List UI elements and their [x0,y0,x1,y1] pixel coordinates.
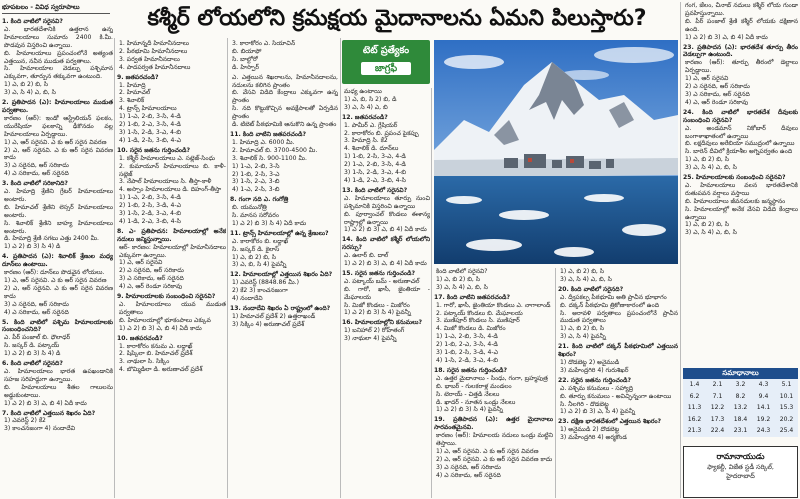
option-line: 2) ఎ సరైనది, ఆర్ సరికాదు [685,83,750,91]
question-text: 18. సరైన జతను గుర్తించండి? [434,366,508,374]
option-line: బి. హిమాలయాలు శీతల గాలులను అడ్డుకుంటాయి. [4,383,113,399]
option-line: బి. దక్కన్ పీఠభూమి త్రికోణాకారంలో ఉంది [560,301,660,309]
option-line: సి. జస్కర్ డి. కైలాస్ [232,245,280,253]
question-text: 25. హిమాలయాలకు సంబంధించి సరైనవి? [683,174,786,182]
answer-cell: 5.1 [781,381,792,388]
answer-cell: 15.3 [779,404,794,411]
option-line: 1) ఎవరెస్ట్ 2) కే2 [4,417,46,425]
option-line: 2. హిమాచల్ [119,89,151,97]
option-line: 1) ఎ, బి 2) బి, సి [436,275,481,283]
question-text: 7. కింది వాటిలో ఎత్తయిన శిఖరం ఏది? [2,409,96,417]
option-line: 4) 1-డి, 2-ఎ, 3-బి, 4-సి [344,176,406,184]
option-line: ఎ. ఎత్తయిన శిఖరాలను, హిమానీనదాలను, నదులను కలిగిన ప్రాంతం [232,73,338,89]
text-column-6 [558,268,678,498]
option-line: 2. పట్కాయ్ కొండలు బి. మేఘాలయ [436,309,523,317]
option-line: 2) 1-ఎ, 2-బి, 3-సి, 4-డి [344,161,406,169]
option-line: 3. పర్వత హిమానీనదాలు [119,55,180,63]
option-line: ఎ. హిమాలయాలు వలన భారతదేశానికి రుతుపవన వర్షాలు వస్తాయి [685,181,798,197]
question-item [683,174,798,237]
option-line: 1) ఎ 2) బి 3) సి 4) పైవన్నీ [344,309,411,317]
option-line: బి. పూర్వాంచల్ కొండలు ఈశాన్య రాష్ట్రాల్లో ఉన్నాయి [344,210,430,226]
question-text: 6. కింది వాటిలో సరైనది? [2,360,63,368]
option-line: 4) 1-డి, 2-సి, 3-బి, 4-ఎ [119,136,181,144]
option-line: డి. టిబెట్ పీఠభూమికి ఆనుకొని ఉన్న ప్రాంతం [232,121,337,129]
option-line: 1) ఎ 2) బి 3) ఎ, బి 4) ఏదీ కాదు [344,260,427,268]
question-item [558,268,678,284]
option-line: 3) 1-బి, 2-సి, 3-డి, 4-ఎ [436,349,498,357]
option-line: బి. భాబర్ - గులకరాళ్ల మండలం [436,382,512,390]
option-line: 1) ఎ 2) బి 3) ఎ, సి 4) పైవన్నీ [560,408,636,416]
option-line: 3) 1-సి, 2-డి, 3-ఎ, 4-బి [344,169,406,177]
question-item [683,44,798,107]
author-affiliation: ఫ్యాకల్టీ, విజేత స్టడీ సర్కిల్, [707,463,774,471]
answers-title: సమాధానాలు [683,368,798,379]
option-line: బి. హిమాలయాలు జీవనదులకు జన్మస్థానం [685,197,786,205]
option-line: 2) 1-బి, 2-ఎ, 3-సి, 4-డి [436,341,498,349]
option-line: 1. పామీర్ ఎ. గ్లేషియర్ [344,121,398,129]
option-line: సి. హిమాలయాల వెడల్పు పశ్చిమాన ఎక్కువగా, తూర్పున తక్కువగా ఉంటుంది. [4,65,113,81]
question-item [230,40,338,72]
option-line: 2) 1-బి, 2-ఎ, 3-సి, 4-డి [119,121,181,129]
option-line: 3. కారాకోరం ఎ. సియాచిన్ [232,40,296,47]
answer-cell: 6.2 [689,392,700,400]
answer-cell: 2.1 [712,381,723,388]
option-line: 1) ఎ 2) బి 3) సి 4) డి [4,350,61,358]
answer-cell: 4.3 [758,381,769,388]
tet-box-title: టెట్ ప్రత్యేకం [362,45,410,56]
question-item [2,410,113,434]
tet-box-subject: జాగ్రఫీ [361,62,411,75]
option-line: 1) 1-ఎ, 2-బి, 3-సి, 4-డి [119,194,181,202]
option-line: 3) ఎ, సి 4) ఎ, బి, సి [685,229,737,237]
text-column-2 [117,40,226,498]
text-column-5 [434,268,553,498]
option-line: 3. నేపాల్ హిమాలయాలు సి. తీస్తా-కాళీ [119,178,212,186]
option-line: సి. అరావళి పర్వతాలు ప్రపంచంలోనే ప్రాచీన ముడుత పర్వతాలు [560,309,678,325]
option-line: మధ్య ఉంటాయి [344,88,382,95]
question-item [434,268,553,292]
question-text: 19. ప్రతిపాదన (ఎ): ఉత్తర మైదానాలు సారవంతమైనవి. [434,416,553,432]
option-line: సి. నీలగిరి - దొడబెట్ట [560,400,609,408]
option-line: బి. హిమాచల్ శ్రేణిని లెస్సర్ హిమాలయాలు అంటారు. [4,203,113,219]
option-line: 3) మహేంద్రగిరి 4) గురుశిఖర్ [560,366,629,374]
question-item [117,40,226,72]
answer-cell: 22.4 [710,427,725,434]
column-divider [680,2,681,498]
option-line: 4. మిజో కొండలు డి. మిజోరం [436,325,506,333]
option-line: 4. శివాలిక్ డి. దూన్‌లు [344,145,399,153]
answers-row [683,414,798,426]
column-divider [431,88,432,498]
question-item [230,230,338,270]
column-divider [340,38,341,498]
option-line: 1) 1-ఎ, 2-బి, 3-సి, 4-డి [119,113,181,121]
option-line: ఎ. పశ్చిమ కనుమలు - సహ్యాద్రి [560,384,634,392]
option-line: గంగ, జేలం, చీనాబ్ నదులు కశ్మీర్ లోయ గుండా ప్రవహిస్తున్నాయి. [685,2,798,17]
option-line: 1) ఎ, ఆర్ సరైనవి [685,75,729,83]
option-line: 1) ఎ 2) బి 3) ఎ, బి 4) ఏదీ కాదు [685,33,768,41]
question-text: 8. గంగా నది ఎ. గంగోత్రి [230,196,289,204]
option-line: సి. టెరాయ్ - చిత్తడి నేలలు [436,390,500,398]
option-line: 2. కారాకోరం బి. ప్రపంచ పైకప్పు [344,129,419,137]
option-line: 2) 1-బి, 2-సి, 3-డి, 4-ఎ [119,202,181,210]
question-item [230,305,338,329]
answer-cell: 24.3 [756,427,771,434]
text-column-3 [230,40,338,498]
question-item [683,109,798,172]
question-item [342,114,430,185]
answers-row [683,402,798,414]
option-line: 1) ఎ, బి 2) బి, సి [560,325,605,333]
option-line: 1) ఎ 2) బి 3) సి 4) పైవన్నీ [436,406,503,414]
option-line: 2) 1-బి, 2-సి, 3-ఎ [232,170,280,178]
answer-cell: 19.2 [756,415,771,423]
option-line: ఎ. ఉలార్ బి. దాల్ [344,252,389,260]
option-line: 1. హిమాద్రి ఎ. 6000 మీ. [232,138,295,146]
option-line: 3) 1-సి, 2-డి, 3-ఎ, 4-బి [119,128,181,136]
text-column-1 [2,18,113,498]
option-line: కింది వాటిలో సరైనవి? [436,268,488,275]
option-line: 1) ఎ, ఆర్ సరైనవి. ఎ కు ఆర్ సరైన వివరణ [436,447,539,455]
question-text: 2. ప్రతిపాదన (ఎ): హిమాలయాలు ముడుత పర్వతాలు. [2,99,113,114]
option-line: ఎ. హిమాద్రి శ్రేణిని గ్రేటర్ హిమాలయాలు అంటారు. [4,188,113,203]
option-line: ఎ. పట్కాయ్ బమ్ - అరుణాచల్ [344,277,420,285]
question-text: 21. కింది వాటిలో దక్కన్ పీఠభూమిలో ఎత్తయిన శిఖరం? [558,343,678,359]
option-line: 2) ఎ సరైనది, ఆర్ సరికాదు [119,267,184,275]
option-line: కారణం (ఆర్): హిమాలయ నదులు ఒండ్రు మట్టిని తెస్తాయి. [436,432,553,448]
option-line: 4) నందాదేవి [232,295,263,303]
author-city: హైదరాబాద్ [726,472,755,480]
answer-cell: 11.3 [687,404,702,411]
answers-table [683,379,798,437]
question-item [230,131,338,194]
option-line: 2) కే2 3) కాంచనజంగా [232,287,288,295]
option-line: ఆర్- కారణం: హిమాలయాల్లో హిమానీనదాలు ఎక్కువగా ఉన్నాయి. [119,243,226,259]
tet-special-box [342,40,430,84]
question-item [117,293,226,333]
answers-row [683,425,798,437]
question-text: 15. సరైన జతను గుర్తించండి? [342,269,416,277]
option-line: 1) దొడబెట్ట 2) అనైముడి [560,358,620,366]
option-line: 4) ఎ, ఆర్ రెండూ సరికావు [685,98,749,106]
option-line: 3) 1-సి, 2-డి, 3-ఎ, 4-బి [119,210,181,218]
option-line: 3) ఎ సరైనది, ఆర్ సరికాదు [4,300,69,308]
option-line: 4. ట్రాన్స్ హిమాలయాలు [119,105,177,113]
column-divider [114,38,115,498]
option-line: 4) ఎ, ఆర్ రెండూ సరికావు [119,283,183,291]
answer-cell: 7.1 [712,392,723,400]
option-line: 3. శివాలిక్ [119,97,145,105]
option-line: 1) ఎవరెస్ట్ (8848.86 మీ.) [232,279,299,287]
option-line: 3) కాంచనజంగా 4) నందాదేవి [4,425,76,433]
question-text: 4. ప్రతిపాదన (ఎ): శివాలిక్ శ్రేణుల మధ్య దూన్‌లు ఉంటాయి. [2,253,113,269]
question-item [230,271,338,303]
option-line: 1) బనిహాల్ 2) రోహ్‌తంగ్ [344,327,405,335]
option-line: బి. గారో, ఖాసీ, జైంతియా - మేఘాలయ [344,285,430,301]
option-line: ఎ. హిమాలయాలు భారత ఉపఖండానికి సహజ సరిహద్దుగా ఉన్నాయి. [4,367,113,383]
option-line: ఎ. పీర్ పంజాల్ బి. ధౌలాధర్ [4,334,71,342]
option-line: 4) 1-సి, 2-డి, 3-ఎ, 4-బి [436,356,498,364]
landscape-image [434,40,678,264]
question-item [558,343,678,375]
option-line: 3) ఎ, బి, సి 4) పైవన్నీ [232,261,287,269]
option-line: 3) ఎ సరైనది, ఆర్ సరికాదు [436,463,501,471]
question-item [117,147,226,226]
author-name: రామానాయుడు [716,452,765,461]
option-line: 3) ఎ, సి 4) పైవన్నీ [560,333,606,341]
option-line: 3) ఎ, సి 4) ఎ, బి [344,103,388,111]
answer-cell: 23.1 [733,427,748,434]
question-text: 13. నందాదేవి శిఖరం ఏ రాష్ట్రంలో ఉంది? [230,305,331,312]
question-item [342,270,430,317]
option-line: 3) 1-సి, 2-ఎ, 3-బి [232,178,280,186]
question-item [434,367,553,414]
answer-cell: 10.1 [779,392,794,400]
question-text: 23. ప్రతిపాదన (ఎ): భారతదేశ తూర్పు తీరం వెడల్పుగా ఉంటుంది. [683,43,798,59]
option-line: 3) ఎ, సి 4) ఎ, బి, సి [436,283,488,291]
option-line: 3) ఎ, సి 4) ఎ, బి, సి [685,164,737,172]
option-line: 1. గారో, ఖాసీ, జైంతియా కొండలు ఎ. నాగాలాండ్ [436,301,551,309]
answer-cell: 20.2 [779,415,794,423]
option-line: బి. పీర్ పంజాల్ శ్రేణి కశ్మీర్ లోయకు దక్షిణాన ఉంది. [685,17,798,33]
option-line: ఎ. హిమాలయాలు యువ ముడుత పర్వతాలు [119,301,226,316]
option-line: 1) హిమాచల్ ప్రదేశ్ 2) ఉత్తరాఖండ్ [232,312,316,320]
question-item [683,2,798,42]
option-line: 3) నాథులా 4) పైవన్నీ [344,335,397,343]
option-line: 1) 1-బి, 2-సి, 3-ఎ, 4-డి [344,153,406,161]
option-line: ఎ. కారాకోరం బి. లద్దాఖ్ [232,237,289,245]
option-line: 1. కారాకోరం కనుమ ఎ. లద్దాఖ్ [119,342,193,350]
option-line: కారణం (ఆర్): దూన్‌లు పొడవైన లోయలు. [4,269,105,277]
question-text: 11. కింది వాటిని జతపరచండి? [230,130,307,138]
question-item [434,416,553,479]
option-line: 1) ఎ, బి 2) బి, సి [685,156,730,164]
question-item [2,180,113,251]
question-item [2,319,113,359]
question-text: 17. కింది వాటిని జతపరచండి? [434,293,511,301]
option-line: 4. పాదపర్వత హిమానీనదాలు [119,63,191,71]
option-line: 2. షిప్కిలా బి. హిమాచల్ ప్రదేశ్ [119,350,193,358]
question-item [558,377,678,417]
option-line: 3) ఎ, సి 4) ఎ, బి, సి [4,89,56,97]
option-line: 4) ఎ సరికాదు, ఆర్ సరైనది [4,170,69,178]
option-line: 1. హిమాన్నదీ హిమానీనదాలు [119,40,190,47]
column-divider [227,38,228,498]
answers-row [683,391,798,403]
author-box [683,446,798,498]
option-line: 1) ఎ, బి 2) బి, సి [685,221,730,229]
question-text: 3. కింది వాటిలో సరికానిది? [2,180,68,188]
option-line: 1) ఎ, ఆర్ సరైనవి. ఎ కు ఆర్ సరైన వివరణ [4,277,107,284]
option-line: 4) ఎ సరికాదు, ఆర్ సరైనది [436,471,501,479]
option-line: 2) ఎ, ఆర్ సరైనవి. ఎ కు ఆర్ సరైన వివరణ కాదు [4,284,113,300]
option-line: 2. కుమాయూన్ హిమాలయాలు బి. కాళీ-సట్లెజ్ [119,162,226,178]
text-column-7 [683,2,798,364]
option-line: 2. పీఠభూమి హిమానీనదాలు [119,47,188,55]
answer-cell: 13.2 [733,404,748,411]
option-line: 3. నాథులా సి. సిక్కిం [119,358,170,366]
option-line: 4. అస్సాం హిమాలయాలు డి. దిహంగ్-తీస్తా [119,186,222,194]
option-line: సి. మిజో కొండలు - మిజోరం [344,301,410,309]
option-line: బి. హిమాలయాల్లో భూకంపాలు ఎక్కువ [119,316,211,324]
question-text: 13. కింది వాటిలో సరైనవి? [342,186,408,194]
option-line: 1) ఎ 2) బి 3) సి 4) డి [4,243,61,251]
section-label: భూపటలం - వివిధ స్వరూపాలు [2,1,110,14]
option-line: ఎ. ఉత్తర మైదానాలు - సింధు, గంగా, బ్రహ్మపుత్ర [436,374,548,382]
question-item [342,236,430,268]
option-line: 3) సిక్కిం 4) అరుణాచల్ ప్రదేశ్ [232,320,305,328]
option-line: బి. బియాఫో [232,47,262,55]
option-line: 1) ఎ 2) బి 3) ఎ, బి 4) ఏదీ కాదు [344,226,427,234]
question-item [434,294,553,365]
option-line: ఎ. అండమాన్ నికోబార్ దీవులు బంగాళాఖాతంలో ఉన్నాయి [685,124,798,140]
option-line: 1) ఎ, బి 2) బి, సి [560,268,605,275]
answer-cell: 17.3 [710,415,725,423]
question-text: 14. కింది వాటిలో కశ్మీర్ లోయలోని సరస్సు? [342,236,430,252]
option-line: 1) ఎ, బి 2) బి, సి [4,81,49,89]
answer-cell: 1.4 [689,381,700,388]
question-text: 5. కింది వాటిలో పశ్చిమ హిమాలయాలకు సంబంధించనిది? [2,318,113,334]
question-text: 10. సరైన జతను గుర్తించండి? [117,146,191,154]
option-line: 3) ఎ సరైనది, ఆర్ సరికాదు [4,162,69,170]
option-line: బి. యమునోత్రి [232,204,267,212]
option-line: 1) ఎ, ఆర్ సరైనవి. ఎ కు ఆర్ సరైన వివరణ [4,138,107,146]
question-item [342,319,430,343]
option-line: బి. హిమాలయాలు ప్రపంచంలోనే అత్యంత ఎత్తయిన, నవీన ముడుత పర్వతాలు. [4,49,113,65]
question-text: 11. ట్రాన్స్ హిమాలయాల్లో ఉన్న శ్రేణులు? [230,229,329,237]
question-text: 1. కింది వాటిలో సరైనవి? [2,18,63,25]
option-line: 4. బొమ్మిడిలా డి. అరుణాచల్ ప్రదేశ్ [119,366,203,374]
question-text: 16. హిమాలయాల్లోని కనుమలు? [342,319,423,327]
question-item [342,88,430,112]
option-line: 1) అనైముడి 2) దొడబెట్ట [560,426,620,434]
option-line: 3. శివాలిక్ సి. 900-1100 మీ. [232,154,307,162]
question-item [2,18,113,97]
answer-cell: 8.2 [735,392,746,400]
option-line: డి. హిస్పార్ [232,63,259,71]
question-item [2,360,113,407]
option-line: 1) ఎ, ఆర్ సరైనవి [119,259,163,267]
answers-row [683,379,798,391]
answers-table-box [683,368,798,442]
option-line: కారణం (ఆర్): తూర్పు తీరంలో డెల్టాలు ఏర్పడ్డాయి. [685,59,798,75]
text-column-4 [342,88,430,498]
option-line: 1) ఎ 2) బి 3) ఎ, బి 4) ఏదీ కాదు [119,324,202,332]
option-line: 1. కశ్మీర్ హిమాలయాలు ఎ. సట్లెజ్-సింధు [119,154,216,162]
question-item [230,74,338,129]
answer-cell: 9.4 [758,392,769,400]
option-line: బి. వేసవి విడిది కేంద్రాలు ఎక్కువగా ఉన్న ప్రాంతం [232,89,338,105]
question-text: 24. కింది వాటిలో భారతదేశ దీవులకు సంబంధించి సరైనవి? [683,108,798,124]
question-text: 23. దక్షిణ భారతదేశంలో ఎత్తయిన శిఖరం? [558,418,662,426]
option-line: 4) 1-డి, 2-ఎ, 3-బి, 4-సి [119,217,181,225]
option-line: బి. లక్షదీవులు అరేబియా సముద్రంలో ఉన్నాయి [685,140,795,148]
option-line: 1. హిమాద్రి [119,81,146,89]
option-line: ఎ. హిమాలయాలు తూర్పు నుంచి పశ్చిమానికి విస్తరించి ఉన్నాయి [344,194,430,210]
option-line: 2) ఎ, ఆర్ సరైనవి. ఎ కు ఆర్ సరైన వివరణ కాదు [4,146,113,162]
question-item [230,196,338,228]
option-line: కారణం (ఆర్): ఇండో ఆస్ట్రేలియన్ ఫలకం, యురేషియా ఫలకాన్ని ఢీకొనడం వల్ల హిమాలయాలు ఏర్పడ్డాయి. [4,114,113,138]
option-line: సి. జస్కర్ డి. పట్కాయ్ [4,342,60,350]
option-line: 4) ఎ సరికాదు, ఆర్ సరైనది [4,308,69,316]
question-item [558,418,678,442]
option-line: 3. హిమాద్రి సి. కే2 [344,137,388,145]
question-item [117,228,226,291]
option-line: సి. బాల్టోరో [232,55,258,63]
question-text: 8. ఎ- ప్రతిపాదన: హిమాలయాల్లో అనేక నదులు జన్మిస్తున్నాయి. [117,227,226,243]
option-line: 1) ఎ, బి 2) బి, సి [232,253,277,261]
answer-cell: 25.4 [779,427,794,434]
option-line: 1) 1-ఎ, 2-బి, 3-సి [232,162,280,170]
answer-cell: 16.2 [687,415,702,423]
question-text: 22. సరైన జతను గుర్తించండి? [558,376,632,384]
question-item [558,286,678,341]
option-line: 4) 1-ఎ, 2-సి, 3-బి [232,186,280,194]
answer-cell: 21.3 [687,427,702,434]
option-line: 3) మహేంద్రగిరి 4) అర్మకొండ [560,434,627,442]
page-headline: కశ్మీర్ లోయలోని క్రమక్షయ మైదానాలను ఏమని పిలుస్తారు? [147,6,647,31]
option-line: 1) ఎ, బి, సి 2) బి, డి [344,95,397,103]
option-line: సి. శివాలిక్ శ్రేణిని బాహ్య హిమాలయాలు అంటారు. [4,219,113,235]
question-text: 9. హిమాలయాలకు సంబంధించి సరైనవి? [117,293,216,301]
option-line: సి. హిమాలయాల్లో అనేక వేసవి విడిది కేంద్రాలు ఉన్నాయి [685,205,798,221]
option-line: 3) ఎ సరికాదు, ఆర్ సరైనది [119,275,184,283]
option-line: సి. బారెన్ దీవిలో క్రియాశీల అగ్నిపర్వతం ఉంది [685,148,793,156]
option-line: బి. తూర్పు కనుమలు - అవిచ్ఛిన్నంగా ఉంటాయి [560,392,672,400]
option-line: సి. మానస సరోవరం [232,212,279,220]
answer-cell: 3.2 [735,381,746,388]
question-text: 9. జతపరచండి? [117,73,159,81]
option-line: ఎ. భారతదేశానికి ఉత్తరాన ఉన్న హిమాలయాలు సుమారు 2400 కి.మీ. పొడవున విస్తరించి ఉన్నాయి. [4,25,113,49]
mountain-landscape-photo [434,40,678,264]
question-text: 12. హిమాలయాల్లో ఎత్తయిన శిఖరం ఏది? [230,271,333,279]
answer-cell: 12.2 [710,404,725,411]
option-line: 2. హిమాచల్ బి. 3700-4500 మీ. [232,146,318,154]
option-line: డి. హిమాద్రి శ్రేణి సగటు ఎత్తు 2400 మీ. [4,235,99,243]
option-line: 1) ఎ 2) బి 3) ఎ, బి 4) ఏదీ కాదు [4,399,87,407]
option-line: 3) ఎ సరికాదు, ఆర్ సరైనది [685,90,750,98]
option-line: 3. మణిపూర్ కొండలు సి. మణిపూర్ [436,317,520,325]
question-item [2,253,113,316]
option-line: 1) 1-ఎ, 2-బి, 3-సి, 4-డి [436,333,498,341]
question-text: 20. కింది వాటిలో సరైనది? [558,285,624,293]
option-line: డి. ఖాదర్ - నూతన ఒండ్రు నేలలు [436,398,516,406]
question-text: 12. జతపరచండి? [342,113,388,121]
option-line: సి. నది కొట్టుకొచ్చిన అవక్షేపాలతో ఏర్పడిన ప్రాంతం [232,105,338,121]
question-item [342,187,430,234]
question-item [117,74,226,145]
question-item [2,99,113,178]
option-line: 3) ఎ, సి 4) ఎ, బి, సి [560,275,612,283]
option-line: 2) ఎ, ఆర్ సరైనవి. ఎ కు ఆర్ సరైన వివరణ కాదు [436,455,553,463]
answer-cell: 18.4 [733,415,748,423]
column-divider [555,268,556,498]
question-text: 10. జతపరచండి? [117,334,163,342]
question-item [117,335,226,375]
answer-cell: 14.1 [756,404,771,411]
option-line: 1) ఎ 2) బి 3) సి 4) ఏదీ కాదు [232,219,307,227]
option-line: ఎ. ద్వీపకల్ప పీఠభూమి అతి ప్రాచీన భూభాగం [560,293,667,301]
